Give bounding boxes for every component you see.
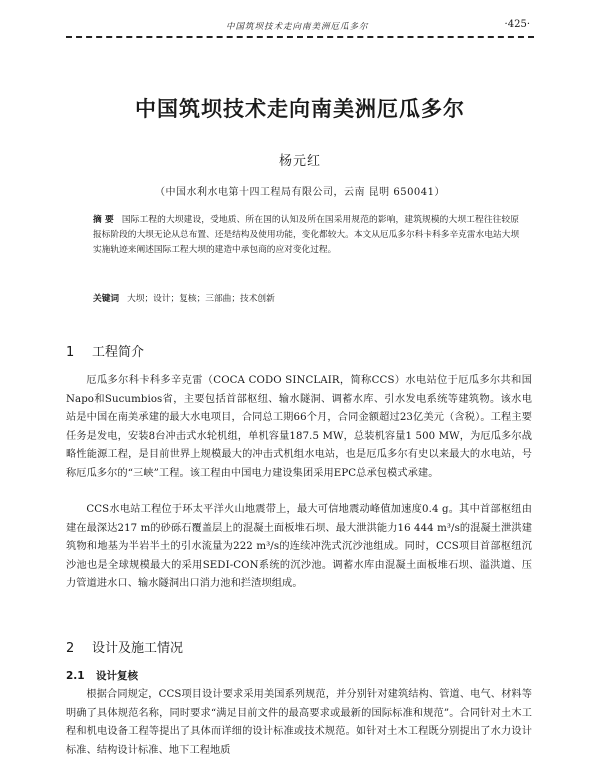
article-title: 中国筑坝技术走向南美洲厄瓜多尔 — [135, 97, 465, 121]
subsection-number: 2.1 — [66, 670, 85, 682]
keywords-text: 大坝；设计；复核；三部曲；技术创新 — [127, 294, 275, 304]
paragraph-2: CCS水电站工程位于环太平洋火山地震带上，最大可信地震动峰值加速度0.4 g。其中首部枢纽由建在最深达217 m的砂砾石覆盖层上的混凝土面板堆石坝、最大泄洪能力16 444 m³/s的混凝土泄洪建筑物和地基为半岩半土的引水流量为222 m³/s的连续冲洗式沉沙池组成。同时，CCS项目首部枢纽沉沙池也是全球规模最大的采用SEDI-CON系统的沉沙池。调蓄水库由混凝土面板堆石坝、溢洪道、压力管道进水口、输水隧洞出口消力池和拦渣坝组成。 — [66, 504, 532, 589]
subsection-title: 设计复核 — [96, 670, 138, 682]
section-heading-2 — [66, 637, 183, 656]
paragraph-1: 厄瓜多尔科卡科多辛克雷（COCA CODO SINCLAIR，简称CCS）水电站位于厄瓜多尔共和国Napo和Sucumbios省，主要包括首部枢纽、输水隧洞、调蓄水库、引水发电系统等建筑物。该水电站是中国在南美承建的最大水电项目，合同总工期66个月，合同金额超过23亿美元（含税）。工程主要任务是发电，安装8台冲击式水轮机组，单机容量187.5 MW，总装机容量1 500 MW，为厄瓜多尔战略性能源工程，是目前世界上规模最大的冲击式机组水电站，也是厄瓜多尔有史以来最大的水电站，号称厄瓜多尔的“三峡”工程。该工程由中国电力建设集团采用EPC总承包模式承建。 — [66, 375, 532, 479]
running-header — [66, 20, 534, 34]
author-affiliation: （中国水利水电第十四工程局有限公司，云南 昆明 650041） — [154, 187, 446, 198]
section-title: 设计及施工情况 — [92, 641, 184, 656]
abstract — [93, 213, 519, 258]
subsection-heading-2-1 — [66, 668, 138, 683]
section-heading-1 — [66, 341, 144, 360]
page-number: ·425· — [504, 19, 530, 30]
author-name: 杨元红 — [278, 154, 321, 169]
section-number: 1 — [66, 345, 75, 360]
journal-title: 中国筑坝技术走向南美洲厄瓜多尔 — [226, 22, 369, 32]
header-rule — [66, 36, 534, 38]
paragraph-3: 根据合同规定，CCS项目设计要求采用美国系列规范，并分别针对建筑结构、管道、电气、材料等明确了具体规范名称，同时要求“满足目前文件的最高要求或最新的国际标准和规范”。合同针对土木工程和机电设备工程等提出了具体而详细的设计标准或技术规范。如针对土木工程既分别提出了水力设计标准、结构设计标准、地下工程地质 — [66, 689, 532, 756]
keywords — [93, 292, 519, 304]
abstract-text: 国际工程的大坝建设，受地质、所在国的认知及所在国采用规范的影响，建筑规模的大坝工程往往较原报标阶段的大坝无论从总布置、还是结构及使用功能，变化都较大。本文从厄瓜多尔科卡科多辛克雷水电站大坝实施轨迹来阐述国际工程大坝的建造中承包商的应对变化过程。 — [93, 215, 519, 255]
abstract-label: 摘 要 — [93, 215, 114, 225]
section-number: 2 — [66, 641, 75, 656]
section-title: 工程简介 — [92, 345, 145, 360]
keywords-label: 关键词 — [93, 294, 120, 304]
